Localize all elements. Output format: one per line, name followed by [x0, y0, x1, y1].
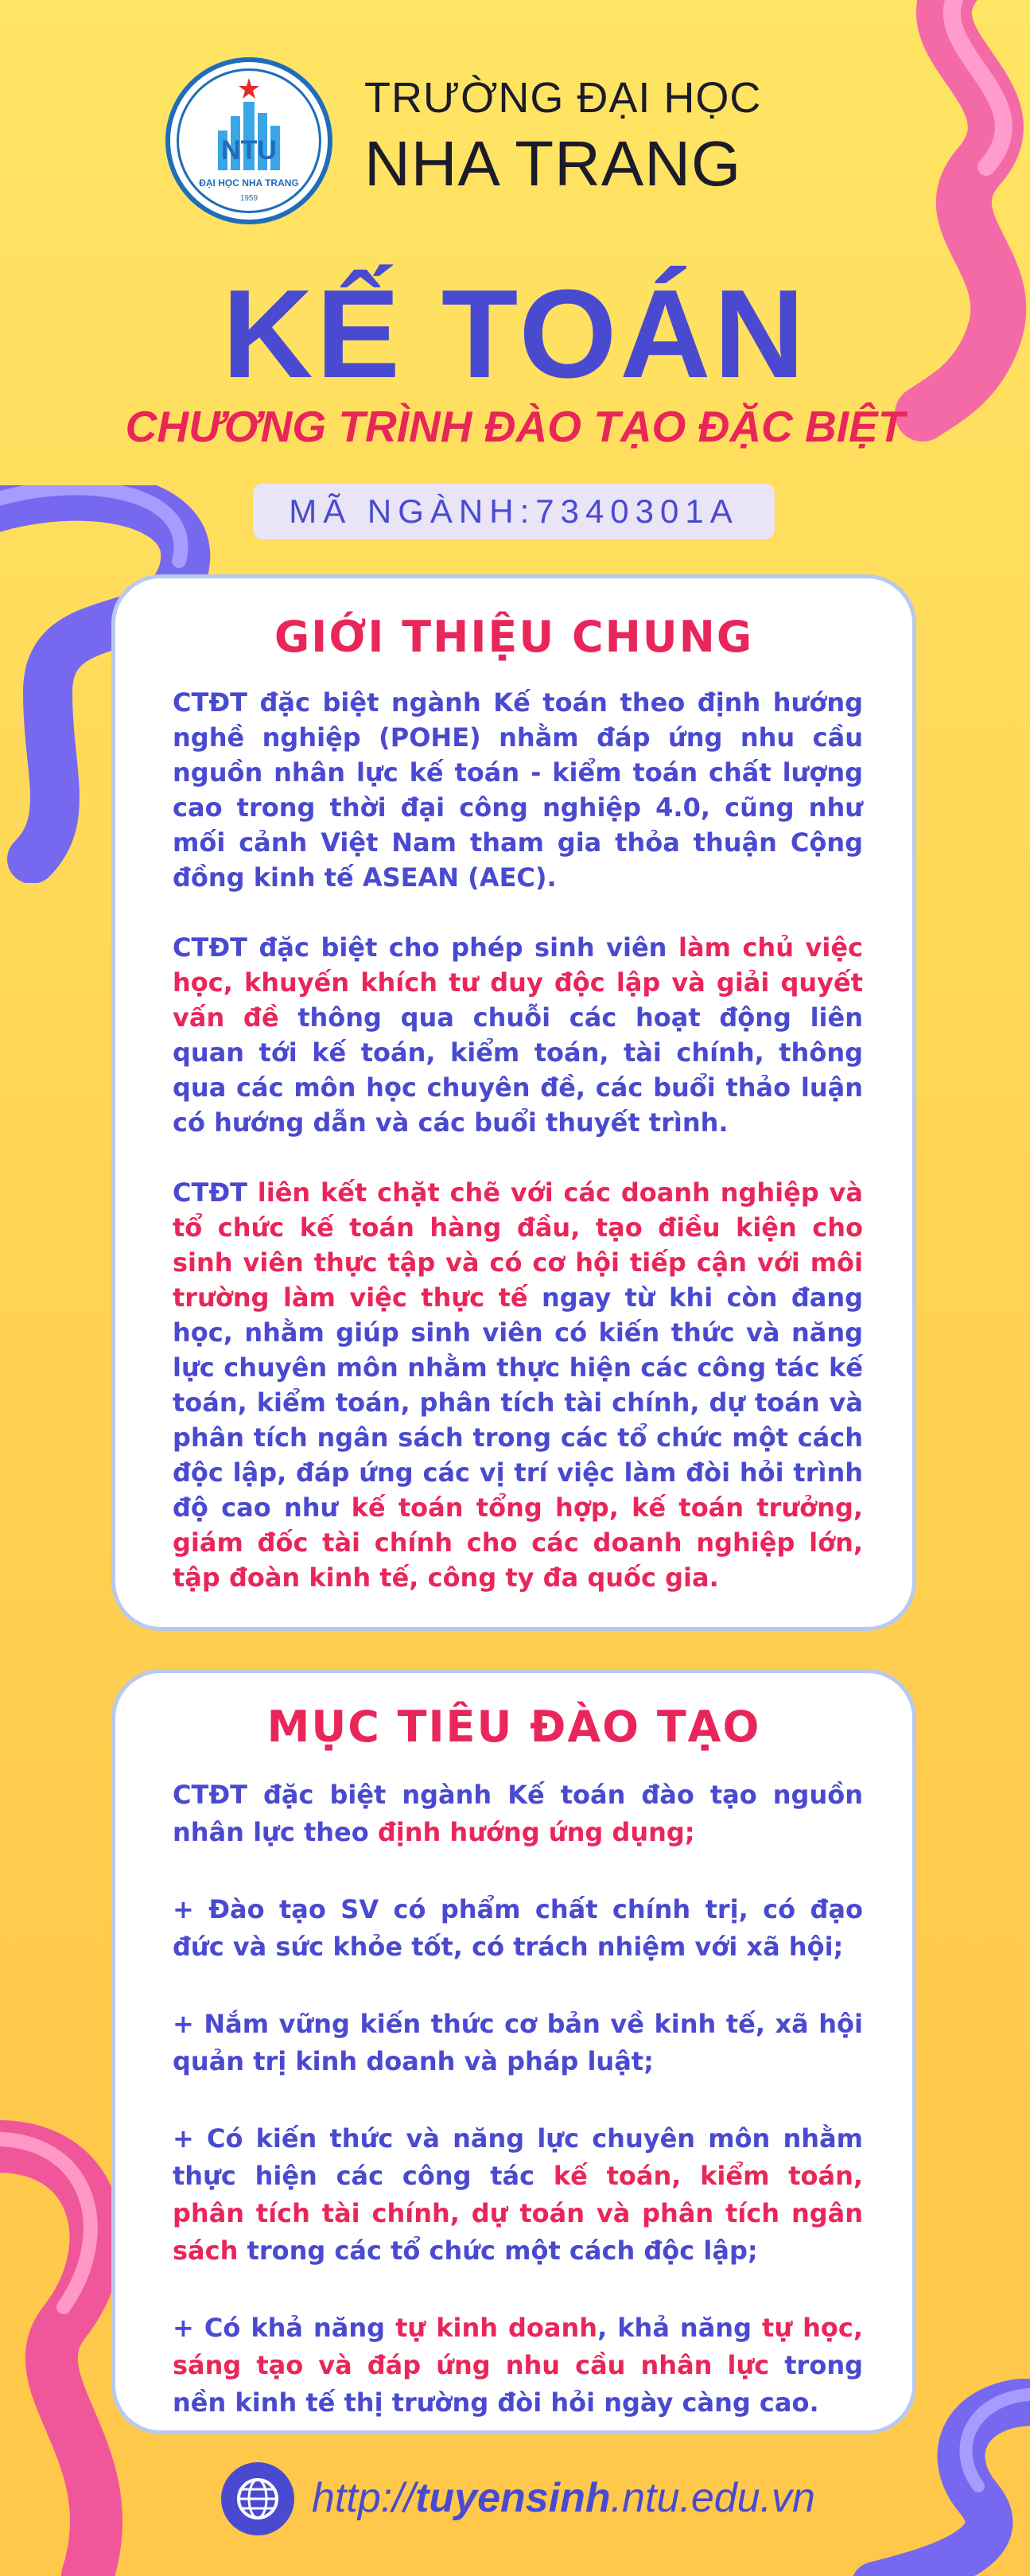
logo-letters: NTU [221, 135, 277, 165]
page-subtitle: CHƯƠNG TRÌNH ĐÀO TẠO ĐẶC BIỆT [125, 402, 905, 451]
text-run: CTĐT [173, 1177, 258, 1208]
objective-paragraph-3: + Nắm vững kiến thức cơ bản về kinh tế, xã hội quản trị kinh doanh và pháp luật; [173, 2009, 863, 2076]
objective-paragraph-2: + Đào tạo SV có phẩm chất chính trị, có đạo đức và sức khỏe tốt, có trách nhiệm với xã hội; [173, 1894, 863, 1962]
highlight-text: kế toán tổng hợp, kế toán trưởng, giám đốc tài chính cho các doanh nghiệp lớn, tập đoàn kinh tế, công ty đa quốc gia. [173, 1492, 864, 1593]
objectives-heading: MỤC TIÊU ĐÀO TẠO [266, 1702, 761, 1752]
university-logo [165, 57, 332, 224]
highlight-text: tự học, sáng tạo và đáp ứng nhu cầu nhân lực [173, 2313, 864, 2380]
globe-icon [221, 2462, 294, 2535]
intro-paragraph-1: CTĐT đặc biệt ngành Kế toán theo định hướng nghề nghiệp (POHE) nhằm đáp ứng nhu cầu nguồn nhân lực kế toán - kiểm toán chất lượng cao trong thời đại công nghiệp 4.0, cũng như mối cảnh Việt Nam tham gia thỏa thuận Cộng đồng kinh tế ASEAN (AEC). [173, 687, 863, 893]
school-name-line1: TRƯỜNG ĐẠI HỌC [364, 74, 762, 122]
logo-emblem [165, 57, 332, 224]
text-run: + Có kiến thức và năng lực chuyên môn nhằm thực hiện các công tác [173, 2123, 863, 2191]
page-title: KẾ TOÁN [222, 264, 808, 404]
logo-year: 1959 [239, 194, 258, 203]
logo-caption: ĐẠI HỌC NHA TRANG [199, 177, 299, 189]
text-run: trong nền kinh tế thị trường đòi hỏi ngày càng cao. [173, 2350, 864, 2418]
school-name-line2: NHA TRANG [364, 128, 742, 199]
text-run: CTĐT đặc biệt ngành Kế toán đào tạo nguồn nhân lực theo [173, 1780, 863, 1847]
star-icon [239, 78, 259, 99]
text-run: trong các tổ chức một cách độc lập; [238, 2236, 758, 2266]
intro-paragraph-3 [173, 1175, 863, 1595]
program-code-badge: MÃ NGÀNH:7340301A [253, 484, 775, 539]
url-prefix: http:// [312, 2475, 416, 2521]
website-link[interactable] [312, 2474, 815, 2522]
text-run: , khả năng [597, 2313, 763, 2343]
objectives-card [111, 1669, 916, 2434]
objective-paragraph-4 [173, 2120, 863, 2270]
intro-heading: GIỚI THIỆU CHUNG [274, 612, 754, 662]
text-run: CTĐT đặc biệt cho phép sinh viên [173, 932, 678, 963]
highlight-text: liên kết chặt chẽ với các doanh nghiệp và tổ chức kế toán hàng đầu, tạo điều kiện cho sinh viên thực tập và có cơ hội tiếp cận với môi trường làm việc thực tế [173, 1177, 864, 1313]
highlight-text: làm chủ việc học, khuyến khích tư duy độc lập và giải quyết vấn đề [173, 932, 864, 1033]
intro-card [111, 574, 916, 1631]
text-run: thông qua chuỗi các hoạt động liên quan tới kế toán, kiểm toán, tài chính, thông qua các môn học chuyên đề, các buổi thảo luận có hướng dẫn và các buổi thuyết trình. [173, 1002, 864, 1138]
highlight-text: định hướng ứng dụng; [377, 1817, 695, 1847]
url-domain-bold: tuyensinh [415, 2475, 611, 2521]
objective-paragraph-1 [173, 1776, 863, 1851]
url-suffix: .ntu.edu.vn [610, 2475, 815, 2521]
highlight-text: kế toán, kiểm toán, phân tích tài chính, dự toán và phân tích ngân sách [173, 2161, 863, 2266]
intro-body [173, 685, 863, 1630]
highlight-text: tự kinh doanh [395, 2313, 598, 2343]
intro-paragraph-2 [173, 930, 863, 1140]
objective-paragraph-5 [173, 2309, 863, 2422]
objectives-body [173, 1776, 863, 2461]
text-run: ngay từ khi còn đang học, nhằm giúp sinh viên có kiến thức và năng lực chuyên môn nhằm thực hiện các công tác kế toán, kiểm toán, phân tích tài chính, dự toán và phân tích ngân sách trong các tổ chức một cách độc lập, đáp ứng các vị trí việc làm đòi hỏi trình độ cao như [173, 1282, 864, 1523]
text-run: + Có khả năng [173, 2313, 396, 2343]
